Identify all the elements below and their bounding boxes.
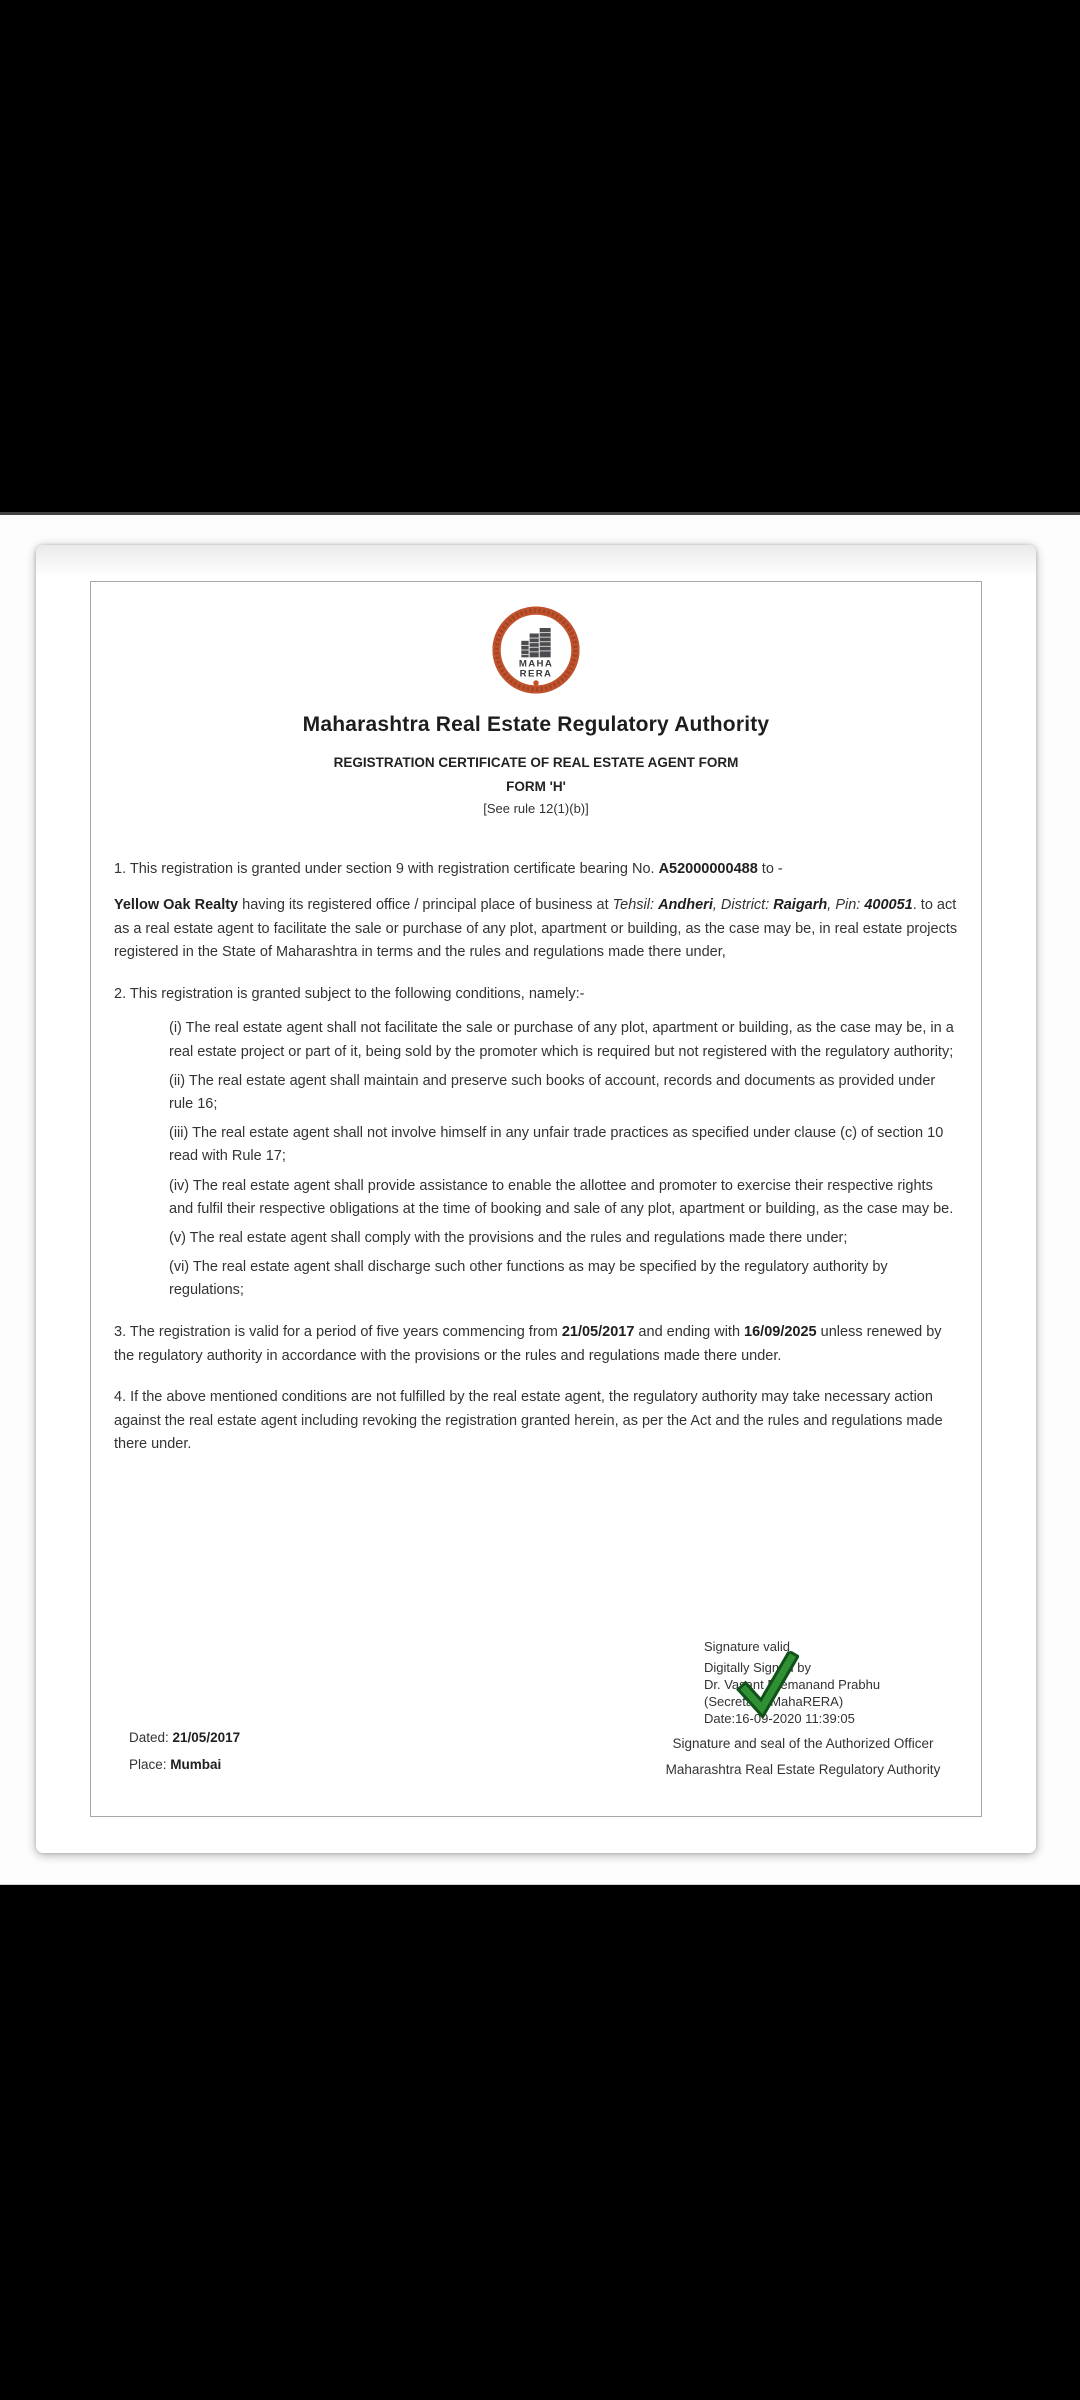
digital-signature-text (704, 1638, 974, 1727)
clause-action: 4. If the above mentioned conditions are not fulfilled by the real estate agent, the regulatory authority may take necessary action against the real estate agent including revoking the registration granted herein, as per the Act and the rules and regulations made there under. (114, 1389, 943, 1453)
clause-business: Yellow Oak Realty having its registered office / principal place of business at Tehsil: Andheri, District: Raigarh, Pin: 400051. to act as a real estate agent to facilitate the sale or purchase of any plot, apartment or building, as the case may be, in real estate projects registered in the State of Maharashtra in terms and the rules and regulations made there under, (114, 897, 958, 961)
condition-item-3: (iii) The real estate agent shall not involve himself in any unfair trade practices as specified under clause (c) of section 10 read with Rule 17; (169, 1125, 944, 1165)
seal-caption-line-1: Signature and seal of the Authorized Officer (672, 1736, 934, 1751)
rule-reference: [See rule 12(1)(b)] (483, 801, 589, 816)
seal-label-rera: RERA (519, 668, 553, 680)
signed-by-line-2: Dr. Vasant Premanand Prabhu (704, 1677, 881, 1692)
signed-by-line-3: (Secretary, MahaRERA) (704, 1694, 844, 1709)
seal-caption (588, 1731, 1018, 1783)
clause-grant: 1. This registration is granted under section 9 with registration certificate bearing No. A52000000488 to - (114, 861, 783, 877)
letterbox-top (0, 0, 1080, 512)
clause-conditions-intro: 2. This registration is granted subject to the following conditions, namely:- (114, 985, 585, 1002)
condition-item-5: (v) The real estate agent shall comply with the provisions and the rules and regulations made there under; (169, 1229, 848, 1246)
seal-label-maha: MAHA (518, 658, 554, 670)
signature-valid-check-icon (735, 1651, 801, 1719)
signed-by-line-4: Date:16-09-2020 11:39:05 (704, 1711, 855, 1726)
condition-item-6: (vi) The real estate agent shall discharge such other functions as may be specified by the regulatory authority by regulations; (169, 1259, 888, 1299)
certificate-border-frame (90, 581, 982, 1817)
conditions-list (114, 1017, 958, 1302)
maharera-seal-logo (114, 606, 958, 699)
maharera-seal-icon (492, 606, 580, 694)
clause-validity: 3. The registration is valid for a period of five years commencing from 21/05/2017 and ending with 16/09/2025 unless renewed by the regulatory authority in accordance with the provisions or the rules and regulations made there under. (114, 1324, 942, 1364)
dated-place-block (129, 1724, 240, 1778)
dated-line: Dated: 21/05/2017 (129, 1730, 241, 1745)
form-line: FORM 'H' (506, 779, 566, 794)
document-viewer-scroll-area[interactable] (0, 512, 1080, 1885)
authority-title: Maharashtra Real Estate Regulatory Authority (302, 713, 770, 736)
condition-item-4: (iv) The real estate agent shall provide assistance to enable the allottee and promoter to exercise their respective rights and fulfil their respective obligations at the time of booking and sale of any plot, apartment or building, as the case may be. (169, 1177, 954, 1217)
condition-item-1: (i) The real estate agent shall not facilitate the sale or purchase of any plot, apartment or building, as the case may be, in a real estate project or part of it, being sold by the promoter which is required but not registered with the regulatory authority; (169, 1020, 954, 1060)
certificate-page (36, 545, 1036, 1853)
doc-title: REGISTRATION CERTIFICATE OF REAL ESTATE AGENT FORM (333, 755, 739, 770)
signature-valid-line: Signature valid (704, 1639, 790, 1654)
place-line: Place: Mumbai (129, 1757, 222, 1772)
seal-caption-line-2: Maharashtra Real Estate Regulatory Authority (665, 1762, 941, 1777)
condition-item-2: (ii) The real estate agent shall maintain and preserve such books of account, records and documents as provided under rule 16; (169, 1072, 936, 1112)
signed-by-line-1: Digitally Signed by (704, 1660, 811, 1675)
signature-block (588, 1638, 1018, 1783)
letterbox-bottom (0, 1885, 1080, 2400)
